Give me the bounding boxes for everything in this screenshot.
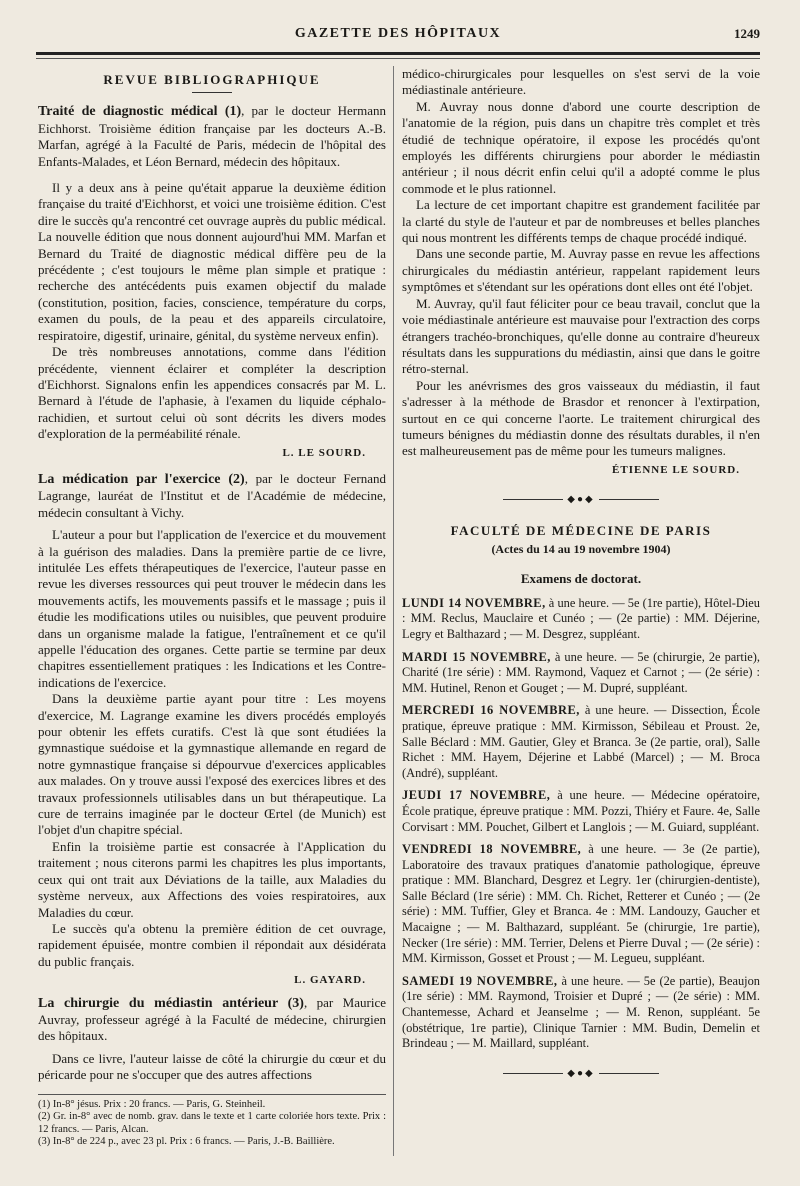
exam-day: JEUDI 17 NOVEMBRE, <box>402 788 551 803</box>
footnotes <box>38 1094 386 1149</box>
faculty-subtitle: (Actes du 14 au 19 novembre 1904) <box>491 541 671 556</box>
header-rule-thin <box>36 58 760 59</box>
column-divider <box>393 66 394 1156</box>
exam-day: MERCREDI 16 NOVEMBRE, <box>402 703 580 718</box>
exam-entry <box>402 650 760 697</box>
review-byline: , par le docteur Hermann Eichhorst. Troisième édition française par les docteurs A.-B. Marfan, agrégé à la Faculté de Paris, médecin de l'hôpital des Enfants-Malades, et Léon Bernard, médecin des hôpitaux. <box>38 103 386 169</box>
review-paragraph: L'auteur a pour but l'application de l'exercice et du mouvement à la guérison des maladies. Dans la première partie de ce livre, intitulée Les effets thérapeutiques de l'exercice, l'auteur passe en revue les diverses ressources qui peut trouver le médecin dans les mouvements actifs, les mouvements passifs et le massage ; puis il étudie les modifications utiles ou nuisibles, que peuvent produire dans un organisme malade la fatigue, l'entraînement et ce qu'il appelle l'éducation des organes. Cette partie se termine par deux chapitres essentiellement pratiques : les Indications et les Contre-indications de l'exercice. <box>38 527 386 690</box>
review-heading <box>38 103 386 170</box>
exam-text: à une heure. — 5e (1re partie), Hôtel-Dieu : MM. Reclus, Mauclaire et Cunéo ; — (2e partie) : MM. Déjerine, Legry et Balthazard ; — M. Desgrez, suppléant. <box>402 595 760 641</box>
review-byline: , par Maurice Auvray, professeur agrégé à la Faculté de médecine, chirurgien des hôpitaux. <box>38 994 386 1044</box>
review-paragraph: Dans ce livre, l'auteur laisse de côté la chirurgie du cœur et du péricarde pour ne s'occuper que des autres affections <box>38 1050 386 1083</box>
exam-entry <box>402 788 760 835</box>
right-column <box>402 66 760 1096</box>
ornament-divider: ◆●◆ <box>402 1066 760 1082</box>
exam-entry <box>402 703 760 781</box>
review-paragraph: Il y a deux ans à peine qu'était apparue la deuxième édition française du traité d'Eichhorst, et voici une troisième édition. C'est dire le succès qu'a rencontré cet ouvrage auprès du public médical. La nouvelle édition que nous donnent aujourd'hui MM. Marfan et Bernard du Traité de diagnostic médical diffère peu de la précédente ; c'est toujours le même plan simple et pratique : recherche des antécédents puis examen objectif du malade (constitution, position, facies, conscience, température du corps, examen du pouls, de la peau et des appareils circulatoire, respiratoire, digestif, urinaire, génital, du système nerveux enfin). <box>38 180 386 343</box>
review-title: La médication par l'exercice (2) <box>38 471 245 487</box>
review-signature: L. GAYARD. <box>294 974 366 987</box>
section-rule <box>192 92 232 93</box>
journal-title: GAZETTE DES HÔPITAUX <box>294 26 502 41</box>
exam-entry <box>402 842 760 967</box>
exam-text: à une heure. — 3e (2e partie), Laboratoire des travaux pratiques d'anatomie pathologique, épreuve pratique : MM. Blanchard, Desgrez et Legry. 1er (chirurgien-dentiste), Salle Béclard (1re série) : MM. Ch. Richet, Retterer et Cunéo ; — (2e série) : MM. Tuffier, Gley et Branca. 4e : MM. Landouzy, Gaucher et Macaigne ; — M. Balthazard, suppléant. 5e (chirurgie, 1re partie), Necker (1re série) : MM. Terrier, Delens et Pierre Duval ; — (2e série) : MM. Kirmisson, Gosset et Proust ; — M. Legueu, suppléant. <box>402 842 760 966</box>
ornament-divider: ◆●◆ <box>402 492 760 508</box>
exam-day: SAMEDI 19 NOVEMBRE, <box>402 973 558 988</box>
footnote: (1) In-8° jésus. Prix : 20 francs. — Paris, G. Steinheil. <box>38 1098 266 1110</box>
header-rule <box>36 52 760 55</box>
review-paragraph: M. Auvray, qu'il faut féliciter pour ce beau travail, conclut que la voie médiastinale antérieure est mauvaise pour l'extraction des corps étrangers trachéo-bronchiques, qu'elle donne au contraire d'heureux résultats dans les suppurations du médiastin, ainsi que dans le goitre rétro-sternal. <box>402 295 760 377</box>
page-number: 1249 <box>734 26 760 41</box>
exam-text: à une heure. — 5e (2e partie), Beaujon (1re série) : MM. Raymond, Troisier et Dupré ; — (2e série) : MM. Chantemesse, Achard et Jeanselme ; — M. Renon, suppléant. 5e (obstétrique, 1re partie), Clinique Tarnier : MM. Budin, Demelin et Brindeau ; — M. Maillard, suppléant. <box>402 973 760 1051</box>
exam-text: à une heure. — Médecine opératoire, École pratique, épreuve pratique : MM. Pozzi, Thiéry et Faure. 4e, Salle Corvisart : MM. Pouchet, Gilbert et Langlois ; — M. Guiard, suppléant. <box>402 788 760 834</box>
exam-entry <box>402 974 760 1052</box>
page-header <box>36 26 760 48</box>
exams-title: Examens de doctorat. <box>520 571 642 587</box>
review-paragraph: Dans la deuxième partie ayant pour titre : Les moyens d'exercice, M. Lagrange examine les divers procédés employés pour obtenir les effets curatifs. C'est là que sont étudiées la gymnastique suédoise et la gymnastique allemande en regard de notre gymnastique française si dépourvue d'exercices applicables aux malades. On y trouve aussi l'exposé des exercices libres et des travaux professionnels utilisables dans un but thérapeutique. La cure de terrains imaginée par le docteur Œrtel (de Munich) est l'objet d'un chapitre spécial. <box>38 691 386 838</box>
review-paragraph: M. Auvray nous donne d'abord une courte description de l'anatomie de la région, puis dans un chapitre très complet et très étudié de technique opératoire, il expose les procédés qu'ont employés les différents chirurgiens pour aborder le médiastin antérieur ; il nous décrit enfin celui qu'il a adopté comme le plus commode et le plus rationnel. <box>402 98 760 196</box>
review-paragraph: La lecture de cet important chapitre est grandement facilitée par la clarté du style de l'auteur et par de nombreuses et belles planches qui nous montrent les différents temps de chaque procédé indiqué. <box>402 197 760 246</box>
review-heading <box>38 995 386 1045</box>
left-column <box>38 66 386 1149</box>
exam-entry <box>402 596 760 643</box>
review-signature: ÉTIENNE LE SOURD. <box>612 463 740 476</box>
review-title: Traité de diagnostic médical (1) <box>38 104 242 120</box>
section-title: REVUE BIBLIOGRAPHIQUE <box>103 72 321 87</box>
footnote: (3) In-8° de 224 p., avec 23 pl. Prix : 6 francs. — Paris, J.-B. Baillière. <box>38 1136 335 1148</box>
exam-day: MARDI 15 NOVEMBRE, <box>402 649 551 664</box>
review-signature: L. LE SOURD. <box>282 446 366 459</box>
review-heading <box>38 471 386 521</box>
review-paragraph: médico-chirurgicales pour lesquelles on s'est servi de la voie médiastinale antérieure. <box>402 66 760 98</box>
review-title: La chirurgie du médiastin antérieur (3) <box>38 995 304 1011</box>
faculty-title: FACULTÉ DE MÉDECINE DE PARIS <box>450 522 712 538</box>
footnote: (2) Gr. in-8° avec de nomb. grav. dans le texte et 1 carte coloriée hors texte. Prix : 12 francs. — Paris, Alcan. <box>38 1111 386 1135</box>
review-paragraph: Enfin la troisième partie est consacrée à l'Application du traitement ; nous citerons parmi les chapitres les plus importants, ceux qui ont trait aux Déviations de la taille, aux Maladies du système nerveux, aux Affections des voies respiratoires, aux Maladies du cœur. <box>38 838 386 920</box>
review-paragraph: De très nombreuses annotations, comme dans l'édition précédente, viennent éclairer et compléter la description d'Eichhorst. Signalons enfin les appendices consacrés par M. L. Bernard à l'étude de l'aphasie, à l'examen du liquide céphalo-rachidien, et surtout celui où sont décrits les divers modes d'exploration de la perméabilité rénale. <box>38 344 386 442</box>
exam-text: à une heure. — Dissection, École pratique, épreuve pratique : MM. Kirmisson, Sébileau et Proust. 2e, Salle Béclard : MM. Gautier, Gley et Branca. 3e (2e partie, oral), Salle Richet : MM. Hayem, Déjerine et Labbé (Marcel) ; — M. Broca (André), suppléant. <box>402 703 761 780</box>
exam-day: VENDREDI 18 NOVEMBRE, <box>402 842 582 857</box>
exam-text: à une heure. — 5e (chirurgie, 2e partie), Charité (1re série) : MM. Raymond, Vaquez et Carnot ; — (2e série) : MM. Hutinel, Renon et Gouget ; — M. Dupré, suppléant. <box>402 649 761 695</box>
exam-day: LUNDI 14 NOVEMBRE, <box>402 595 546 610</box>
review-paragraph: Le succès qu'a obtenu la première édition de cet ouvrage, rapidement épuisée, montre combien il répondait aux désidérata du public français. <box>38 920 386 969</box>
review-byline: , par le docteur Fernand Lagrange, lauréat de l'Institut et de l'Académie de médecine, médecin consultant à Vichy. <box>38 470 386 520</box>
review-paragraph: Pour les anévrismes des gros vaisseaux du médiastin, il faut s'adresser à la méthode de Brasdor et renoncer à l'extirpation, surtout en ce qui concerne l'aorte. Le traitement chirurgical des tumeurs bénignes du médiastin donne des résultats durables, il n'en est malheureusement pas de même pour les tumeurs malignes. <box>402 377 760 459</box>
review-paragraph: Dans une seconde partie, M. Auvray passe en revue les affections chirurgicales du médiastin antérieur, rappelant rapidement leurs symptômes et s'étendant sur les opérations dont elles ont été l'objet. <box>402 246 760 295</box>
